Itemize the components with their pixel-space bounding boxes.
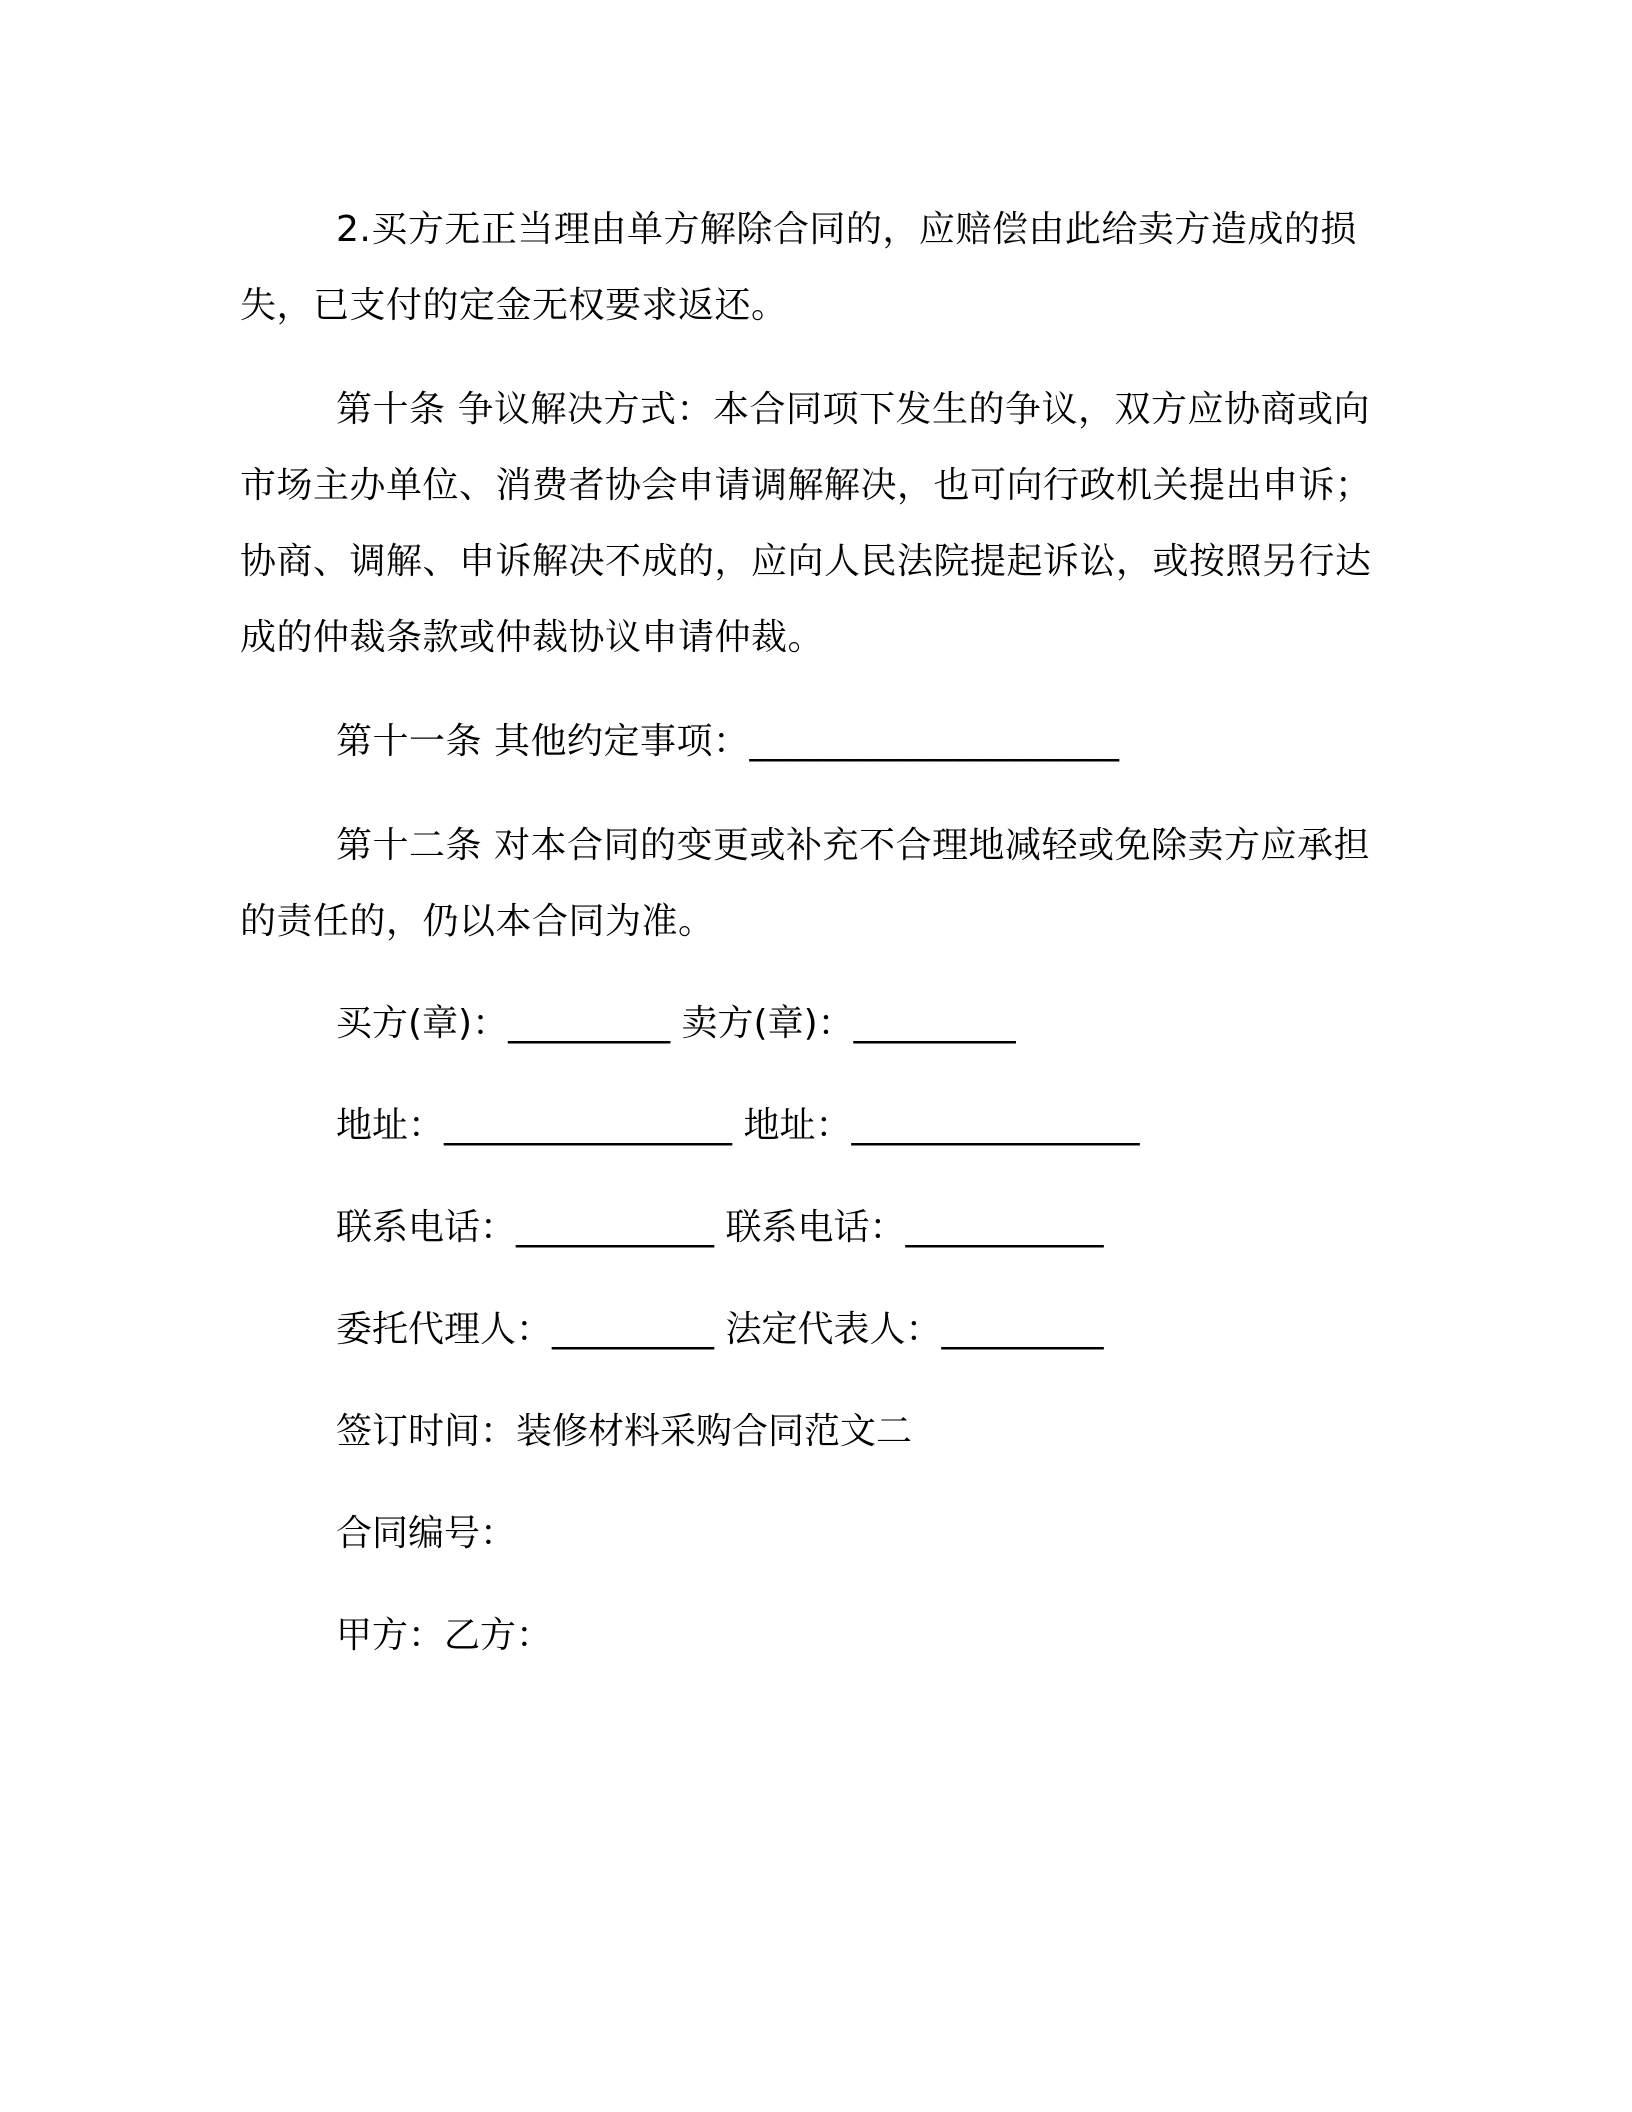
clause-twelve-paragraph: 第十二条 对本合同的变更或补充不合理地减轻或免除卖方应承担的责任的，仍以本合同为准。 <box>240 825 1370 942</box>
seller-address-label: 地址： <box>743 1105 852 1146</box>
legal-rep-blank: _________ <box>941 1309 1104 1350</box>
document-content <box>240 192 1400 1674</box>
buyer-phone-blank: ___________ <box>516 1207 715 1248</box>
agent-blank: _________ <box>552 1309 715 1350</box>
seller-seal-blank: _________ <box>853 1003 1016 1044</box>
parties-line: 甲方：乙方： <box>336 1615 553 1656</box>
buyer-phone-label: 联系电话： <box>336 1207 517 1248</box>
buyer-seal-blank: _________ <box>508 1003 671 1044</box>
seller-seal-label: 卖方(章)： <box>681 1003 854 1044</box>
buyer-address-blank: ________________ <box>444 1105 733 1146</box>
buyer-address-label: 地址： <box>336 1105 445 1146</box>
buyer-seal-label: 买方(章)： <box>336 1003 509 1044</box>
signature-agent-line <box>240 1292 1400 1368</box>
clause-ten-paragraph: 第十条 争议解决方式：本合同项下发生的争议，双方应协商或向市场主办单位、消费者协会申请调解解决，也可向行政机关提出申诉；协商、调解、申诉解决不成的，应向人民法院提起诉讼，或按照另行达成的仲裁条款或仲裁协议申请仲裁。 <box>240 389 1372 658</box>
signature-address-line <box>240 1088 1400 1164</box>
signing-time-line: 签订时间：装修材料采购合同范文二 <box>336 1411 913 1452</box>
signature-buyer-seller-line <box>240 986 1400 1062</box>
seller-phone-label: 联系电话： <box>725 1207 906 1248</box>
clause-paragraph: 2.买方无正当理由单方解除合同的，应赔偿由此给卖方造成的损失，已支付的定金无权要求返还。 <box>240 209 1357 326</box>
contract-number-line: 合同编号： <box>336 1513 517 1554</box>
agent-label: 委托代理人： <box>336 1309 553 1350</box>
signature-phone-line <box>240 1190 1400 1266</box>
seller-phone-blank: ___________ <box>905 1207 1104 1248</box>
legal-rep-label: 法定代表人： <box>725 1309 942 1350</box>
seller-address-blank: ________________ <box>851 1105 1140 1146</box>
clause-eleven-paragraph: 第十一条 其他约定事项：____________________ <box>336 721 1120 762</box>
